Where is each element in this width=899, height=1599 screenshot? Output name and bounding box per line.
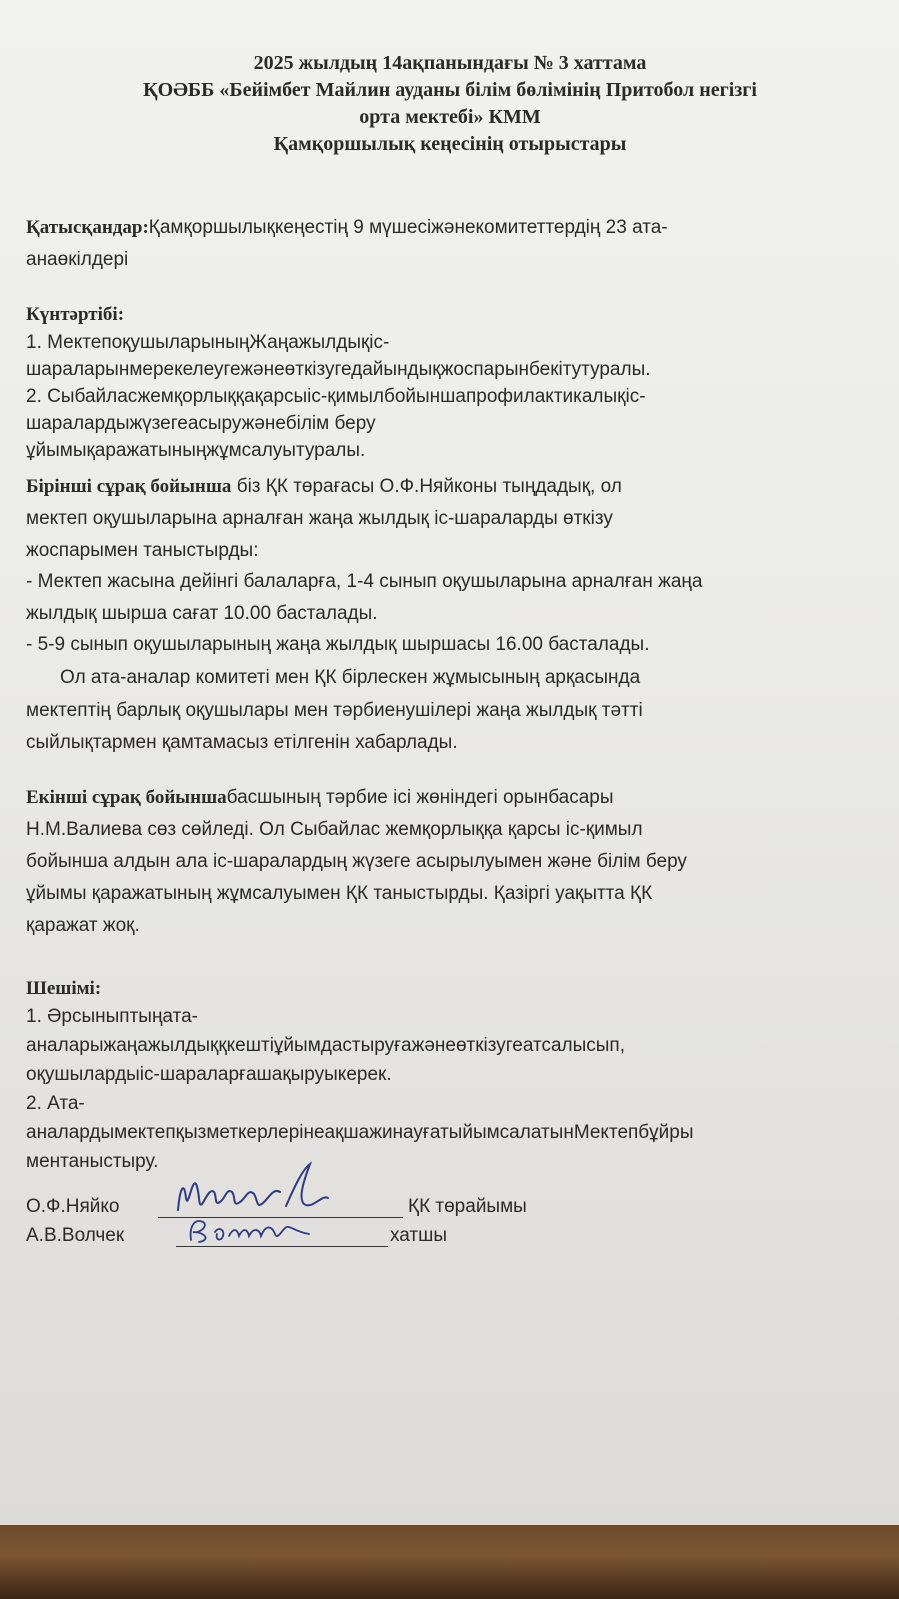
- protocol-title: 2025 жылдың 14ақпанындағы № 3 хаттама: [253, 52, 647, 74]
- council-title: Қамқоршылық кеңесінің отырыстары: [273, 133, 627, 155]
- decision-label: Шешімі:: [26, 978, 102, 999]
- second-question-text: бойынша алдын ала іс-шаралардың жүзеге асырылуымен және білім беру: [26, 851, 687, 872]
- first-question-text: жылдық шырша сағат 10.00 басталады.: [26, 603, 378, 624]
- decision-item-2: 2. Ата-: [26, 1093, 85, 1114]
- decision-item-1: 1. Әрсыныптыңата-: [26, 1006, 198, 1027]
- signature-1-icon: [170, 1158, 340, 1220]
- agenda-label: Күнтәртібі:: [26, 304, 125, 325]
- first-question-label: Бірінші сұрақ бойынша: [26, 476, 232, 497]
- organization-name-cont: орта мектебі» КММ: [359, 106, 541, 128]
- agenda-item-2-cont: шаралардыжүзегеасыружәнебілім беру: [26, 413, 376, 434]
- agenda-item-1-cont: шараларынмерекелеугежәнеөткізугедайындықжоспарынбекітутуралы.: [26, 359, 651, 380]
- second-question-text: ұйымы қаражатының жұмсалуымен ҚК таныстырды. Қазіргі уақытта ҚК: [26, 883, 653, 904]
- first-question-text: сыйлықтармен қамтамасыз етілгенін хабарлады.: [26, 732, 458, 753]
- first-question-line: Бірінші сұрақ бойынша біз ҚК төрағасы О.Ф.Няйконы тыңдадық, ол: [26, 476, 622, 497]
- attendees-label: Қатысқандар:: [26, 217, 149, 238]
- first-question-text: мектеп оқушыларына арналған жаңа жылдық іс-шараларды өткізу: [26, 508, 613, 529]
- signer-2-name: А.В.Волчек: [26, 1225, 125, 1246]
- table-surface: [0, 1525, 899, 1599]
- decision-item-1-cont: аналарыжаңажылдыққкештіұйымдастыруғажәнеөткізугеатсалысып,: [26, 1035, 626, 1056]
- first-question-text: - 5-9 сынып оқушыларының жаңа жылдық шыршасы 16.00 басталады.: [26, 634, 650, 655]
- first-question-text: мектептің барлық оқушылары мен тәрбиенушілері жаңа жылдық тәтті: [26, 700, 643, 721]
- signature-2-icon: [185, 1214, 325, 1248]
- organization-name: ҚОӘББ «Бейімбет Майлин ауданы білім бөлімінің Притобол негізгі: [143, 79, 757, 101]
- first-question-text: Ол ата-аналар комитеті мен ҚК бірлескен жұмысының арқасында: [60, 667, 641, 688]
- first-question-text: жоспарымен таныстырды:: [26, 540, 259, 561]
- decision-item-2-cont2: ментаныстыру.: [26, 1151, 159, 1172]
- attendees-line: [26, 214, 668, 241]
- agenda-item-1: 1. МектепоқушыларыныңЖаңажылдықіс-: [26, 332, 390, 353]
- signer-2-role: хатшы: [390, 1225, 448, 1246]
- decision-item-2-cont: аналардымектепқызметкерлерінеақшажинауғатыйымсалатынМектепбұйры: [26, 1122, 694, 1143]
- second-question-text: қаражат жоқ.: [26, 915, 140, 936]
- signer-1-role: ҚК төрайымы: [408, 1196, 527, 1217]
- agenda-item-2: 2. Сыбайласжемқорлыққақарсыіс-қимылбойыншапрофилактикалықіс-: [26, 386, 646, 407]
- attendees-text: Қамқоршылықкеңестің 9 мүшесіжәнекомитеттердің 23 ата-: [148, 217, 668, 238]
- decision-item-1-cont2: оқушылардыіс-шараларғашақыруыкерек.: [26, 1064, 392, 1085]
- second-question-line: Екінші сұрақ бойыншабасшының тәрбие ісі жөніндегі орынбасары: [26, 787, 614, 808]
- document-header: [20, 50, 880, 158]
- attendees-text-cont: анаөкілдері: [26, 249, 129, 270]
- second-question-text: Н.М.Валиева сөз сөйледі. Ол Сыбайлас жемқорлыққа қарсы іс-қимыл: [26, 819, 643, 840]
- second-question-label: Екінші сұрақ бойынша: [26, 787, 227, 808]
- agenda-item-2-cont2: ұйымықаражатыныңжұмсалуытуралы.: [26, 440, 366, 461]
- first-question-text: - Мектеп жасына дейінгі балаларға, 1-4 сынып оқушыларына арналған жаңа: [26, 571, 703, 592]
- signer-1-name: О.Ф.Няйко: [26, 1196, 120, 1217]
